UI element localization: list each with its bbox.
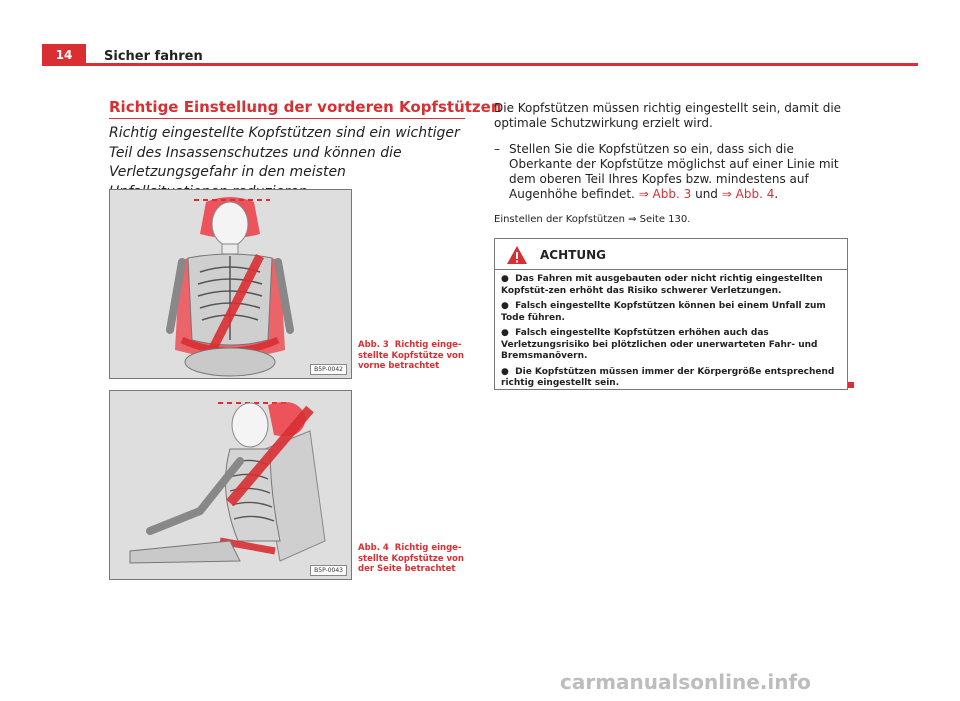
warning-item bbox=[495, 367, 847, 390]
section-end-marker bbox=[848, 382, 854, 388]
conjunction: und bbox=[695, 187, 718, 201]
caption-label: Abb. 4 bbox=[358, 543, 389, 553]
figure-code: B5P-0042 bbox=[310, 364, 347, 375]
dash-marker: – bbox=[494, 142, 500, 156]
section-title: Richtige Einstellung der vorderen Kopfstützen bbox=[109, 98, 502, 116]
warning-header bbox=[495, 239, 847, 270]
caption-text: Richtig einge-stellte Kopfstütze von vorne betrachtet bbox=[358, 340, 464, 371]
instruction-text: Stellen Sie die Kopfstützen so ein, dass sich die Oberkante der Kopfstütze möglichst auf einer Linie mit dem oberen Teil Ihres Kopfes bzw. mindestens auf Augenhöhe befindet. bbox=[509, 142, 839, 201]
figure-code: B5P-0043 bbox=[310, 565, 347, 576]
cross-reference-note: Einstellen der Kopfstützen ⇒ Seite 130. bbox=[494, 214, 691, 225]
bullet-dot: ● bbox=[501, 274, 509, 284]
sentence-end: . bbox=[774, 187, 779, 201]
bullet-dot: ● bbox=[501, 366, 509, 377]
section-lead: Richtig eingestellte Kopfstützen sind ein wichtiger Teil des Insassenschutzes und können die Verletzungsgefahr in den meisten bbox=[109, 125, 460, 180]
figure-front-view bbox=[109, 189, 352, 379]
warning-item bbox=[495, 274, 847, 297]
figure-caption-3 bbox=[358, 340, 468, 372]
warning-item-text: Die Kopfstützen müssen immer der Körpergröße entsprechend richtig eingestellt sein. bbox=[501, 366, 835, 388]
watermark: carmanualsonline.info bbox=[560, 670, 811, 694]
caption-text: Richtig einge-stellte Kopfstütze von der Seite betrachtet bbox=[358, 543, 464, 574]
section-rule bbox=[109, 118, 465, 119]
front-view-illustration bbox=[110, 190, 351, 378]
figure-side-view bbox=[109, 390, 352, 580]
page-number: 14 bbox=[42, 44, 86, 66]
figure-caption-4 bbox=[358, 543, 468, 575]
figure-4-link[interactable]: ⇒ Abb. 4 bbox=[721, 187, 775, 201]
warning-triangle-icon bbox=[506, 245, 528, 265]
warning-item-text: Das Fahren mit ausgebauten oder nicht richtig eingestellten Kopfstüt-zen erhöht das Risiko schwerer Verletzungen. bbox=[501, 274, 823, 296]
warning-item bbox=[495, 301, 847, 324]
warning-box bbox=[494, 238, 848, 390]
bullet-dot: ● bbox=[501, 328, 509, 338]
warning-item-text: Falsch eingestellte Kopfstützen können bei einem Unfall zum Tode führen. bbox=[501, 301, 826, 323]
intro-paragraph: Die Kopfstützen müssen richtig eingestellt sein, damit die optimale Schutzwirkung erzielt wird. bbox=[494, 101, 842, 130]
side-view-illustration bbox=[110, 391, 351, 579]
warning-item bbox=[495, 328, 847, 363]
caption-label: Abb. 3 bbox=[358, 340, 389, 350]
chapter-title: Sicher fahren bbox=[104, 49, 203, 64]
bullet-dot: ● bbox=[501, 301, 509, 311]
warning-item-text: Falsch eingestellte Kopfstützen erhöhen auch das Verletzungsrisiko bei plötzlichen oder unerwarteten Fahr- und Bremsmanövern. bbox=[501, 328, 818, 361]
warning-title: ACHTUNG bbox=[540, 248, 606, 262]
instruction-item bbox=[494, 142, 854, 202]
figure-3-link[interactable]: ⇒ Abb. 3 bbox=[638, 187, 692, 201]
